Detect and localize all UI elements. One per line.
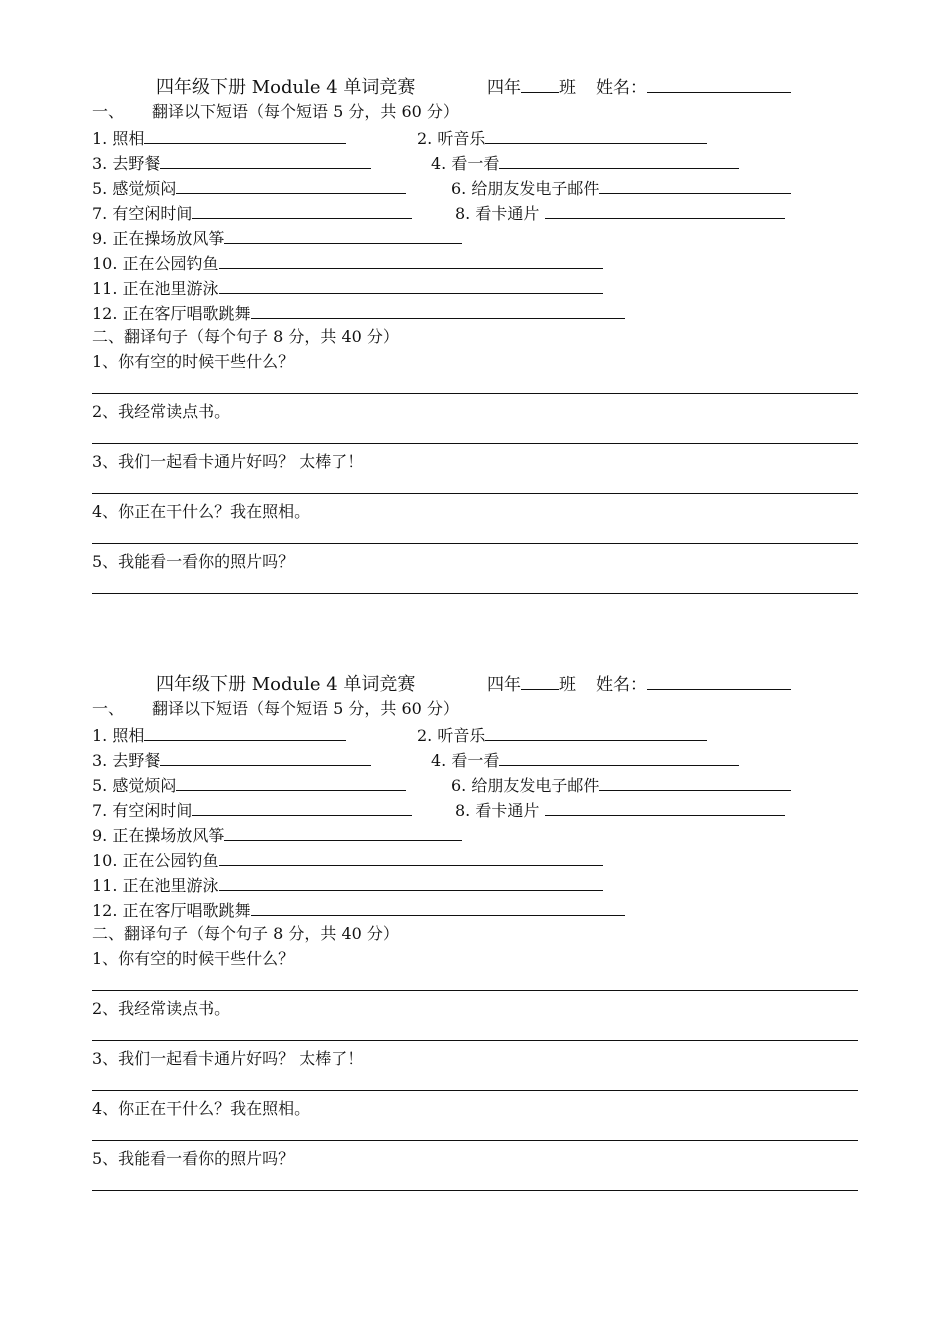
phrase-item: 6. 给朋友发电子邮件 — [451, 772, 791, 796]
class-field: 四年 班 — [487, 671, 576, 699]
answer-line[interactable] — [92, 1040, 858, 1041]
title-row — [0, 671, 950, 699]
phrase-item: 9. 正在操场放风筝 — [92, 822, 462, 846]
phrase-blank[interactable] — [192, 200, 412, 219]
phrase-blank[interactable] — [176, 772, 406, 791]
phrase-item: 3. 去野餐 — [92, 150, 371, 174]
phrase-blank[interactable] — [219, 250, 603, 269]
phrase-blank[interactable] — [545, 797, 785, 816]
phrase-blank[interactable] — [219, 275, 603, 294]
class-blank[interactable] — [521, 671, 559, 690]
phrase-blank[interactable] — [499, 150, 739, 169]
answer-line[interactable] — [92, 543, 858, 544]
worksheet-title: 四年级下册 Module 4 单词竞赛 — [156, 77, 416, 98]
phrase-blank[interactable] — [144, 125, 346, 144]
sentence-prompt: 2、我经常读点书。 — [92, 999, 231, 1018]
sentence-prompt: 1、你有空的时候干些什么？ — [92, 352, 295, 371]
phrase-item: 8. 看卡通片 — [455, 200, 785, 224]
phrase-item: 10. 正在公园钓鱼 — [92, 847, 603, 871]
sentence-prompt: 5、我能看一看你的照片吗？ — [92, 552, 295, 571]
phrase-item: 11. 正在池里游泳 — [92, 872, 603, 896]
section1-heading: 一、 翻译以下短语（每个短语 5 分，共 60 分） — [92, 102, 459, 121]
phrase-blank[interactable] — [192, 797, 412, 816]
phrase-item: 11. 正在池里游泳 — [92, 275, 603, 299]
section1-heading: 一、 翻译以下短语（每个短语 5 分，共 60 分） — [92, 699, 459, 718]
phrase-blank[interactable] — [176, 175, 406, 194]
phrase-blank[interactable] — [144, 722, 346, 741]
sentence-prompt: 1、你有空的时候干些什么？ — [92, 949, 295, 968]
name-blank[interactable] — [647, 671, 791, 690]
phrase-item: 1. 照相 — [92, 125, 346, 149]
phrase-item: 7. 有空闲时间 — [92, 797, 412, 821]
phrase-blank[interactable] — [599, 175, 791, 194]
class-field: 四年 班 — [487, 74, 576, 102]
sentence-prompt: 5、我能看一看你的照片吗？ — [92, 1149, 295, 1168]
worksheet-title: 四年级下册 Module 4 单词竞赛 — [156, 674, 416, 695]
answer-line[interactable] — [92, 493, 858, 494]
phrase-blank[interactable] — [224, 822, 462, 841]
phrase-blank[interactable] — [219, 847, 603, 866]
phrase-blank[interactable] — [485, 722, 707, 741]
sentence-prompt: 4、你正在干什么？我在照相。 — [92, 502, 311, 521]
sentence-prompt: 2、我经常读点书。 — [92, 402, 231, 421]
section2-heading: 二、翻译句子（每个句子 8 分，共 40 分） — [92, 327, 399, 346]
phrase-item: 12. 正在客厅唱歌跳舞 — [92, 300, 625, 324]
phrase-item: 1. 照相 — [92, 722, 346, 746]
name-field: 姓名： — [596, 671, 791, 699]
worksheet-1 — [0, 70, 950, 610]
phrase-blank[interactable] — [485, 125, 707, 144]
sentence-prompt: 3、我们一起看卡通片好吗？ 太棒了！ — [92, 452, 364, 471]
phrase-blank[interactable] — [160, 150, 371, 169]
answer-line[interactable] — [92, 393, 858, 394]
phrase-blank[interactable] — [224, 225, 462, 244]
phrase-blank[interactable] — [545, 200, 785, 219]
phrase-item: 10. 正在公园钓鱼 — [92, 250, 603, 274]
phrase-item: 6. 给朋友发电子邮件 — [451, 175, 791, 199]
phrase-item: 9. 正在操场放风筝 — [92, 225, 462, 249]
phrase-blank[interactable] — [251, 897, 625, 916]
answer-line[interactable] — [92, 593, 858, 594]
phrase-blank[interactable] — [499, 747, 739, 766]
phrase-item: 2. 听音乐 — [417, 722, 707, 746]
phrase-blank[interactable] — [160, 747, 371, 766]
phrase-item: 8. 看卡通片 — [455, 797, 785, 821]
phrase-blank[interactable] — [599, 772, 791, 791]
phrase-item: 4. 看一看 — [431, 150, 739, 174]
name-blank[interactable] — [647, 74, 791, 93]
sentence-prompt: 4、你正在干什么？我在照相。 — [92, 1099, 311, 1118]
phrase-item: 3. 去野餐 — [92, 747, 371, 771]
answer-line[interactable] — [92, 990, 858, 991]
answer-line[interactable] — [92, 1090, 858, 1091]
answer-line[interactable] — [92, 1140, 858, 1141]
phrase-blank[interactable] — [251, 300, 625, 319]
phrase-item: 2. 听音乐 — [417, 125, 707, 149]
answer-line[interactable] — [92, 1190, 858, 1191]
phrase-item: 4. 看一看 — [431, 747, 739, 771]
phrase-item: 5. 感觉烦闷 — [92, 772, 406, 796]
phrase-item: 5. 感觉烦闷 — [92, 175, 406, 199]
title-row — [0, 74, 950, 102]
phrase-item: 12. 正在客厅唱歌跳舞 — [92, 897, 625, 921]
section2-heading: 二、翻译句子（每个句子 8 分，共 40 分） — [92, 924, 399, 943]
class-blank[interactable] — [521, 74, 559, 93]
name-field: 姓名： — [596, 74, 791, 102]
phrase-blank[interactable] — [219, 872, 603, 891]
phrase-item: 7. 有空闲时间 — [92, 200, 412, 224]
answer-line[interactable] — [92, 443, 858, 444]
worksheet-2 — [0, 667, 950, 1207]
sentence-prompt: 3、我们一起看卡通片好吗？ 太棒了！ — [92, 1049, 364, 1068]
